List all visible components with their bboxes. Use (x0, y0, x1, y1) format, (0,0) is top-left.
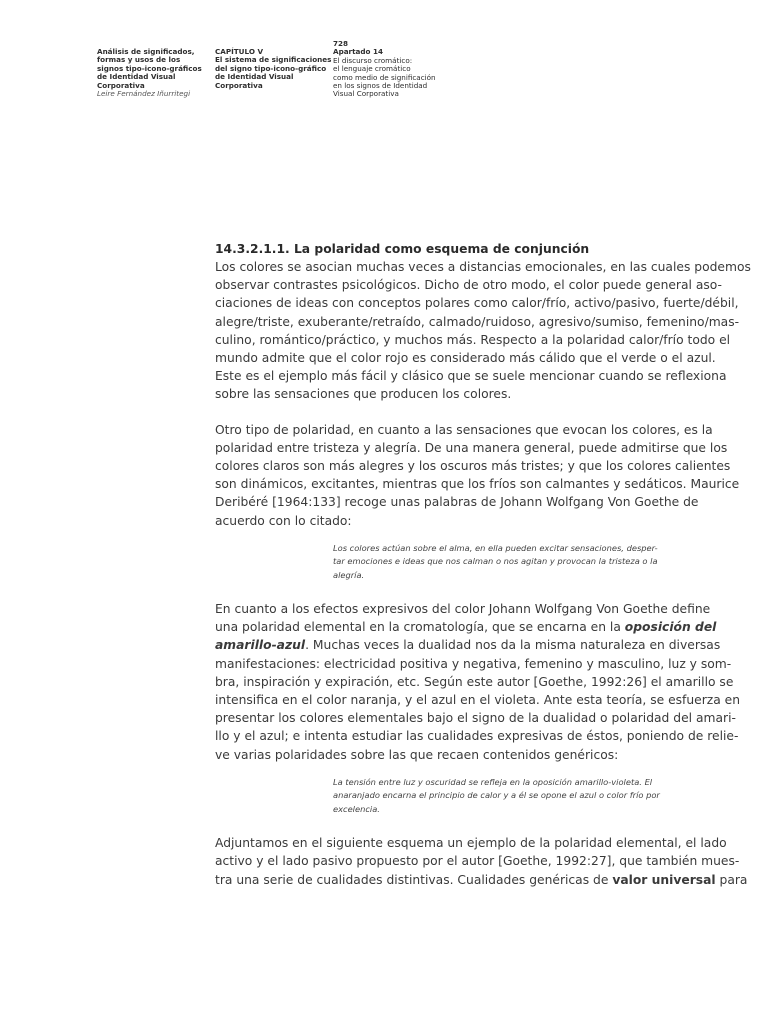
paragraph-1 (215, 258, 751, 404)
header-section-line: en los signos de Identidad (333, 81, 428, 91)
emphasis-text: oposición del (624, 620, 717, 635)
paragraph-2 (215, 421, 740, 530)
text-line: una polaridad elemental en la cromatología, que se encarna en la oposición del (215, 620, 717, 635)
header-section-line: el lenguaje cromático (333, 64, 411, 74)
header-chapter-line: El sistema de significaciones (215, 55, 332, 65)
block-quote-1 (333, 542, 670, 582)
running-header-chapter (215, 48, 331, 90)
text-line: amarillo-azul. Muchas veces la dualidad nos da la misma naturaleza en diversas (215, 638, 721, 653)
block-quote-2 (333, 776, 670, 816)
header-title-line: formas y usos de los (97, 55, 181, 65)
header-section-line: Visual Corporativa (333, 89, 399, 99)
text-line: Este es el ejemplo más fácil y clásico que se suele mencionar cuando se reflexiona (215, 369, 727, 384)
header-chapter-line: del signo tipo-icono-gráfico (215, 63, 327, 73)
text-line: colores claros son más alegres y los oscuros más tristes; y que los colores calientes (215, 459, 731, 474)
header-title-line: Análisis de significados, (97, 47, 195, 56)
quote-line: La tensión entre luz y oscuridad se refleja en la oposición amarillo-violeta. El (333, 776, 653, 787)
text-line: intensifica en el color naranja, y el azul en el violeta. Ante esta teoría, se esfuerza en (215, 693, 741, 708)
header-author: Leire Fernández Iñurritegi (97, 89, 191, 99)
paragraph-4 (215, 834, 748, 889)
header-section-label: Apartado 14 (333, 47, 383, 57)
page-number: 728 (333, 39, 349, 48)
text-line: tra una serie de cualidades distintivas. Cualidades genéricas de valor universal para (215, 872, 748, 887)
text-line: llo y el azul; e intenta estudiar las cualidades expresivas de éstos, poniendo de relie- (215, 729, 739, 744)
text-line: presentar los colores elementales bajo el signo de la dualidad o polaridad del amari- (215, 711, 736, 726)
text-line: polaridad entre tristeza y alegría. De una manera general, puede admitirse que los (215, 440, 728, 455)
bold-text: valor universal (612, 872, 716, 887)
text-line: ve varias polaridades sobre las que recaen contenidos genéricos: (215, 747, 619, 762)
quote-line: tar emociones e ideas que nos calman o nos agitan y provocan la tristeza o la (333, 556, 658, 567)
running-header-thesis-title (97, 48, 202, 98)
header-title-line: signos tipo-icono-gráficos (97, 63, 202, 73)
paragraph-3 (215, 600, 741, 764)
main-text-column (215, 240, 751, 889)
running-header-section (333, 40, 436, 99)
text-line: alegre/triste, exuberante/retraído, calmado/ruidoso, agresivo/sumiso, femenino/mas- (215, 314, 740, 329)
quote-line: Los colores actúan sobre el alma, en ella pueden excitar sensaciones, desper- (333, 542, 658, 553)
quote-line: alegría. (333, 569, 365, 580)
header-title-line: de Identidad Visual (97, 72, 176, 82)
header-title-line: Corporativa (97, 80, 145, 90)
text-line: activo y el lado pasivo propuesto por el autor [Goethe, 1992:27], que también mues- (215, 854, 740, 869)
quote-line: anaranjado encarna el principio de calor y a él se opone el azul o color frío por (333, 790, 660, 801)
text-line: acuerdo con lo citado: (215, 513, 352, 528)
text-line: observar contrastes psicológicos. Dicho de otro modo, el color puede general aso- (215, 278, 722, 293)
header-section-line: El discurso cromático: (333, 55, 413, 65)
text-line: mundo admite que el color rojo es considerado más cálido que el verde o el azul. (215, 351, 716, 366)
text-line: bra, inspiración y expiración, etc. Según este autor [Goethe, 1992:26] el amarillo se (215, 674, 734, 689)
text-line: Adjuntamos en el siguiente esquema un ejemplo de la polaridad elemental, el lado (215, 836, 727, 851)
text-line: Los colores se asocian muchas veces a distancias emocionales, en las cuales podemos (215, 260, 751, 274)
text-line: En cuanto a los efectos expresivos del color Johann Wolfgang Von Goethe define (215, 602, 711, 617)
header-chapter-line: de Identidad Visual (215, 72, 294, 82)
emphasis-text: amarillo-azul (215, 638, 306, 653)
text-line: Otro tipo de polaridad, en cuanto a las sensaciones que evocan los colores, es la (215, 422, 713, 437)
section-heading: 14.3.2.1.1. La polaridad como esquema de conjunción (215, 242, 590, 256)
header-chapter-line: Corporativa (215, 80, 263, 90)
header-section-line: como medio de significación (333, 72, 436, 82)
text-line: culino, romántico/práctico, y muchos más. Respecto a la polaridad calor/frío todo el (215, 332, 731, 347)
header-chapter-label: CAPÍTULO V (215, 47, 264, 56)
text-line: Deribéré [1964:133] recoge unas palabras de Johann Wolfgang Von Goethe de (215, 495, 699, 510)
text-line: manifestaciones: electricidad positiva y negativa, femenino y masculino, luz y som- (215, 656, 732, 671)
text-line: ciaciones de ideas con conceptos polares como calor/frío, activo/pasivo, fuerte/débil, (215, 296, 739, 311)
text-line: sobre las sensaciones que producen los colores. (215, 387, 512, 402)
quote-line: excelencia. (333, 803, 380, 814)
text-line: son dinámicos, excitantes, mientras que los fríos son calmantes y sedáticos. Maurice (215, 477, 740, 492)
